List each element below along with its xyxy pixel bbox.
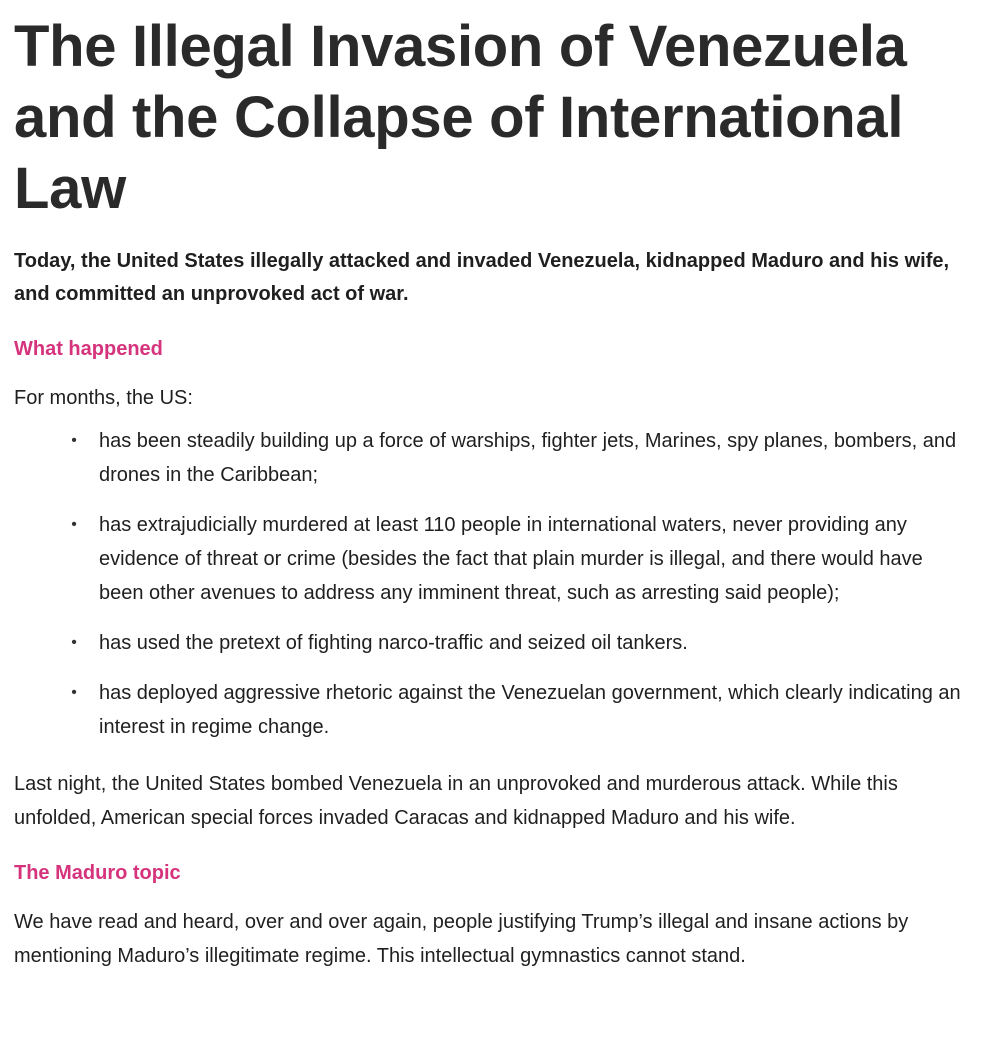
article-lede: Today, the United States illegally attacked and invaded Venezuela, kidnapped Maduro and his wife, and committed an unprovoked act of war. (14, 250, 950, 305)
bullet-icon: • (71, 516, 77, 533)
section-outro: Last night, the United States bombed Venezuela in an unprovoked and murderous attack. While this unfolded, American special forces invaded Caracas and kidnapped Maduro and his wife. (14, 773, 898, 829)
bullet-list (14, 424, 976, 744)
list-item (14, 424, 976, 492)
section-heading-maduro-topic: The Maduro topic (14, 862, 181, 884)
article-title: The Illegal Invasion of Venezuela and the Collapse of International Law (14, 14, 907, 221)
bullet-icon: • (71, 684, 77, 701)
list-item-text: has been steadily building up a force of warships, fighter jets, Marines, spy planes, bombers, and drones in the Caribbean; (99, 430, 957, 486)
bullet-icon: • (71, 432, 77, 449)
list-item-text: has used the pretext of fighting narco-traffic and seized oil tankers. (99, 632, 688, 654)
section-body: We have read and heard, over and over again, people justifying Trump’s illegal and insane actions by mentioning Maduro’s illegitimate regime. This intellectual gymnastics cannot stand. (14, 911, 909, 967)
list-item (14, 626, 976, 660)
bullet-icon: • (71, 634, 77, 651)
list-item-text: has extrajudicially murdered at least 110 people in international waters, never providing any evidence of threat or crime (besides the fact that plain murder is illegal, and there would have been other avenues to address any imminent threat, such as arresting said people); (99, 514, 923, 604)
list-item (14, 508, 976, 610)
list-item (14, 676, 976, 744)
section-heading-what-happened: What happened (14, 338, 163, 360)
article (14, 0, 976, 973)
section-intro: For months, the US: (14, 387, 193, 409)
list-item-text: has deployed aggressive rhetoric against the Venezuelan government, which clearly indicating an interest in regime change. (99, 682, 961, 738)
